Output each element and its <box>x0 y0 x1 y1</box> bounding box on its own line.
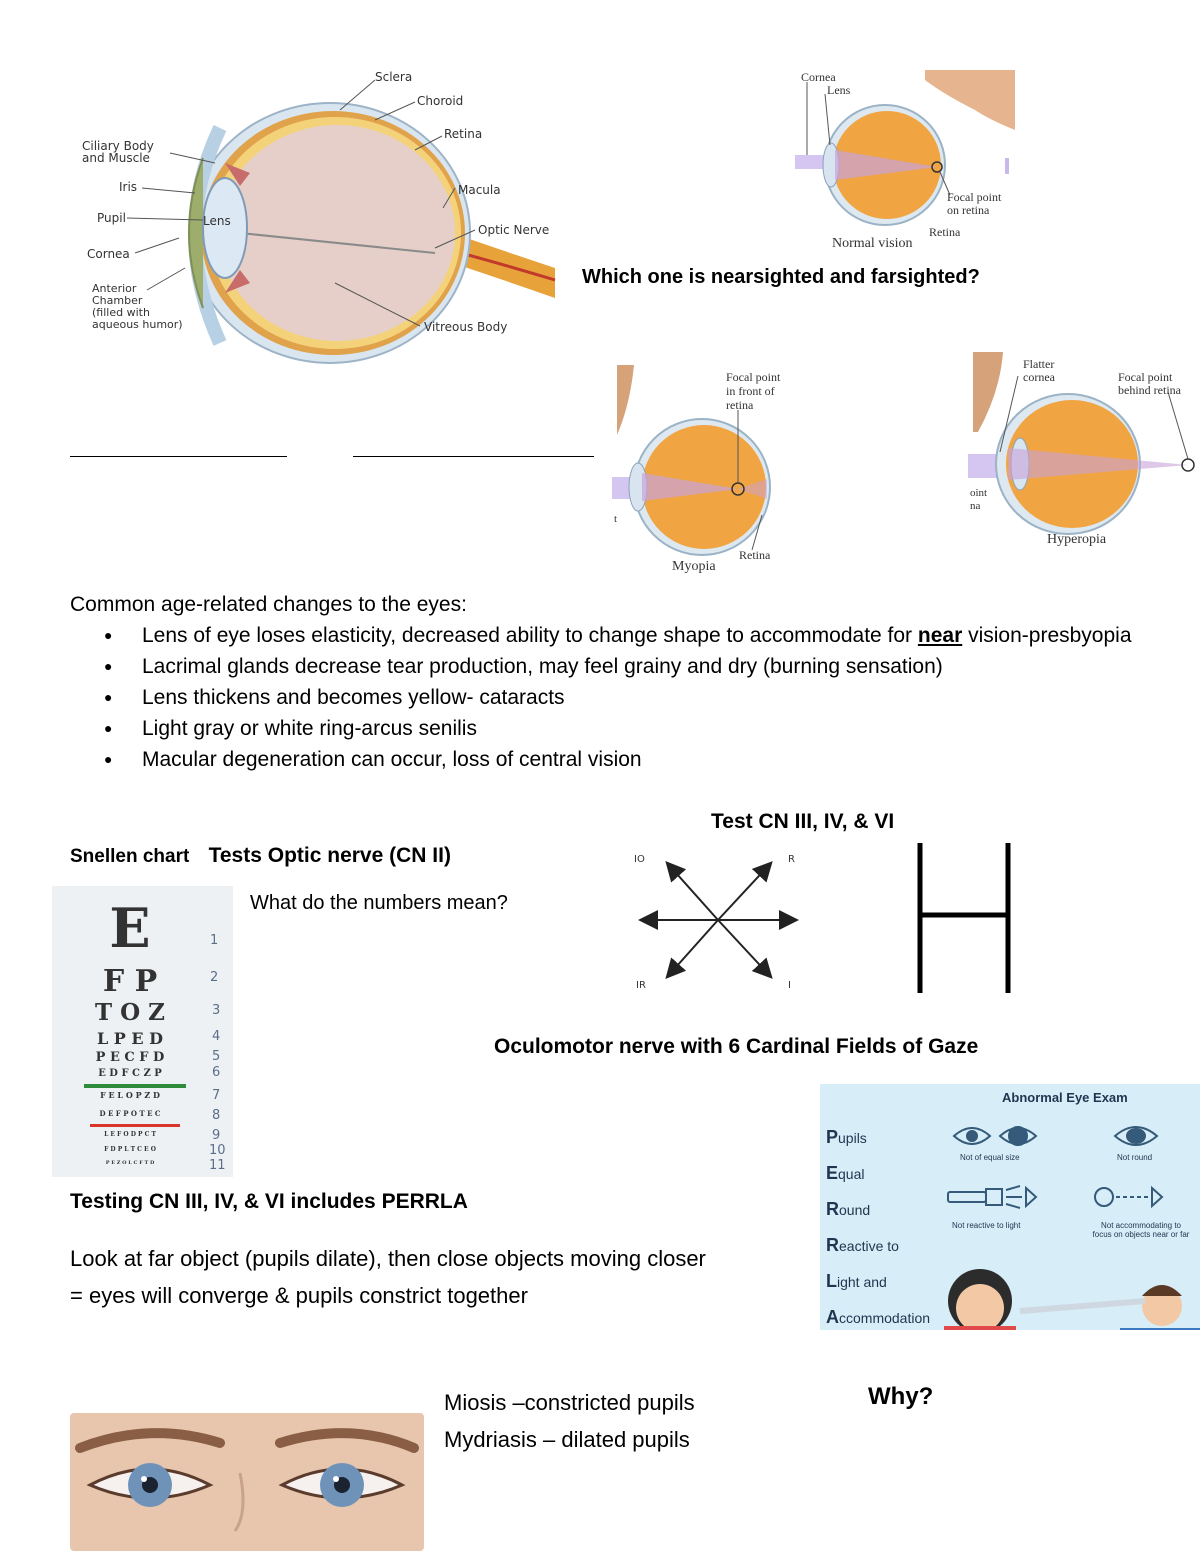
perrla-rest: ccommodation <box>839 1310 931 1326</box>
label-pupil: Pupil <box>97 211 126 225</box>
h-pattern-illustration <box>914 843 1014 995</box>
snellen-green-line <box>84 1084 186 1088</box>
question-nearsighted-farsighted: Which one is nearsighted and farsighted? <box>582 266 980 288</box>
normal-vision-diagram <box>795 70 1015 255</box>
snellen-row-5: P E C F D <box>95 1050 165 1065</box>
focal-line2: on retina <box>947 203 990 217</box>
hyperopia-caption: Hyperopia <box>1047 532 1107 547</box>
snellen-row-6: E D F C Z P <box>98 1068 162 1079</box>
snellen-row-3: T O Z <box>95 999 165 1026</box>
perrla-explanation <box>70 1240 706 1314</box>
label-ir: IR <box>636 980 646 991</box>
perrla-initial: E <box>826 1163 839 1183</box>
oculomotor-heading: Oculomotor nerve with 6 Cardinal Fields of Gaze <box>494 1035 979 1058</box>
snellen-number: 11 <box>209 1158 226 1173</box>
list-item: ● Light gray or white ring-arcus senilis <box>70 713 1192 744</box>
label-anterior-line2: Chamber <box>92 294 143 307</box>
answer-blank-2[interactable] <box>353 456 594 457</box>
label-focal-point-behind <box>1118 371 1181 397</box>
age-changes-list <box>70 620 1192 775</box>
label-retina: Retina <box>929 225 961 239</box>
perrla-rest: eactive to <box>839 1238 899 1254</box>
label-ciliary-body-line1: Ciliary Body <box>82 139 154 153</box>
caption-not-reactive: Not reactive to light <box>952 1221 1021 1230</box>
label-anterior-line1: Anterior <box>92 282 137 295</box>
perrla-initial: P <box>826 1127 839 1147</box>
list-item <box>70 620 1192 651</box>
snellen-row-10: F D P L T C E O <box>104 1146 156 1153</box>
myopia-focal-line1: Focal point <box>726 370 781 384</box>
label-retina: Retina <box>444 127 483 141</box>
h-pattern-diagram <box>914 843 1014 995</box>
label-optic-nerve: Optic Nerve <box>478 223 550 237</box>
caption-accom-line1: Not accommodating to <box>1100 1221 1182 1230</box>
label-vitreous-body: Vitreous Body <box>424 320 508 334</box>
snellen-row-9: L E F O D P C T <box>104 1131 156 1138</box>
perrla-rest: ight and <box>837 1274 887 1290</box>
label-ciliary-body <box>82 140 154 164</box>
snellen-row-1: E <box>109 896 151 960</box>
hyperopia-diagram <box>968 352 1200 552</box>
perrla-card <box>820 1084 1200 1330</box>
label-cornea: Cornea <box>801 70 836 84</box>
perrla-word <box>826 1300 930 1330</box>
list-item: ● Macular degeneration can occur, loss of central vision <box>70 744 1192 775</box>
age-changes-heading: Common age-related changes to the eyes: <box>70 593 467 616</box>
hyperopia-focal-line2: behind retina <box>1118 383 1181 397</box>
caption-not-equal-size: Not of equal size <box>960 1153 1020 1162</box>
perrla-card-title: Abnormal Eye Exam <box>1002 1090 1128 1105</box>
eyes-photo <box>70 1413 424 1551</box>
perrla-acronym <box>826 1120 930 1330</box>
label-r: R <box>788 854 795 865</box>
snellen-row-8: D E F P O T E C <box>99 1109 161 1118</box>
eye-anatomy-diagram <box>75 68 575 368</box>
answer-blank-1[interactable] <box>70 456 287 457</box>
perrla-line2: = eyes will converge & pupils constrict together <box>70 1283 528 1308</box>
snellen-title-text: Snellen chart <box>70 846 190 867</box>
label-cornea: Cornea <box>87 247 130 261</box>
caption-not-accommodating <box>1082 1221 1200 1239</box>
list-item: ● Lens thickens and becomes yellow- cataracts <box>70 682 1192 713</box>
item1-text-end: vision-presbyopia <box>962 624 1132 647</box>
perrla-word <box>826 1264 930 1300</box>
hyperopia-focal-line1: Focal point <box>1118 370 1173 384</box>
snellen-subtitle: Tests Optic nerve (CN II) <box>208 844 451 867</box>
hyperopia-edge-line2: na <box>970 500 981 512</box>
mydriasis-definition: Mydriasis – dilated pupils <box>444 1427 690 1452</box>
snellen-number: 8 <box>212 1108 221 1123</box>
perrla-heading: Testing CN III, IV, & VI includes PERRLA <box>70 1190 468 1213</box>
myopia-caption: Myopia <box>672 559 716 574</box>
perrla-word <box>826 1228 930 1264</box>
caption-not-round: Not round <box>1117 1153 1153 1162</box>
snellen-title <box>70 844 451 868</box>
label-anterior-line4: aqueous humor) <box>92 318 183 331</box>
label-macula: Macula <box>458 183 501 197</box>
why-question: Why? <box>868 1383 934 1410</box>
myopia-edge-text: t <box>614 513 618 525</box>
label-retina: Retina <box>739 548 771 562</box>
label-i: I <box>788 980 791 991</box>
snellen-number: 10 <box>209 1143 226 1158</box>
snellen-question: What do the numbers mean? <box>250 892 508 914</box>
list-item: ● Lacrimal glands decrease tear production, may feel grainy and dry (burning sensation) <box>70 651 1192 682</box>
perrla-word <box>826 1120 930 1156</box>
snellen-row-7: F E L O P Z D <box>100 1090 160 1100</box>
hyperopia-edge-line1: oint <box>970 487 988 499</box>
snellen-number: 5 <box>212 1049 221 1064</box>
snellen-number: 7 <box>212 1088 221 1103</box>
label-anterior-line3: (filled with <box>92 306 150 319</box>
perrla-initial: A <box>826 1307 839 1327</box>
label-anterior-chamber <box>92 283 183 331</box>
snellen-number: 9 <box>212 1128 221 1143</box>
normal-vision-caption: Normal vision <box>832 236 913 251</box>
label-sclera: Sclera <box>375 70 413 84</box>
flatter-line2: cornea <box>1023 370 1055 384</box>
gaze-arrows-illustration <box>630 848 810 993</box>
snellen-chart <box>52 886 233 1177</box>
label-choroid: Choroid <box>417 94 464 108</box>
label-flatter-cornea <box>1023 358 1055 384</box>
label-lens: Lens <box>827 83 851 97</box>
perrla-word <box>826 1156 930 1192</box>
perrla-initial: R <box>826 1235 839 1255</box>
gaze-directions-diagram <box>630 848 810 993</box>
label-focal-point-on-retina <box>947 191 1001 217</box>
flatter-line1: Flatter <box>1023 357 1055 371</box>
test-cn-heading: Test CN III, IV, & VI <box>711 810 895 833</box>
hyperopia-edge-text <box>970 487 987 513</box>
pupil-definitions <box>444 1384 695 1458</box>
snellen-row-11: P E Z O L C F T D <box>105 1160 155 1166</box>
item1-text: Lens of eye loses elasticity, decreased ability to change shape to accommodate for <box>142 624 918 647</box>
label-lens: Lens <box>203 214 231 228</box>
label-iris: Iris <box>119 180 138 194</box>
snellen-row-2: F P <box>102 964 158 999</box>
snellen-number: 1 <box>210 933 219 948</box>
snellen-number: 4 <box>212 1029 221 1044</box>
snellen-red-line <box>90 1124 180 1127</box>
snellen-number: 6 <box>212 1065 221 1080</box>
perrla-word <box>826 1192 930 1228</box>
myopia-focal-line3: retina <box>726 398 754 412</box>
myopia-diagram <box>612 365 802 580</box>
perrla-rest: qual <box>838 1166 865 1182</box>
myopia-focal-line2: in front of <box>726 384 775 398</box>
miosis-definition: Miosis –constricted pupils <box>444 1390 695 1415</box>
perrla-rest: ound <box>839 1202 871 1218</box>
caption-accom-line2: focus on objects near or far <box>1092 1230 1190 1239</box>
snellen-number: 2 <box>210 970 219 985</box>
snellen-row-4: L P E D <box>96 1029 164 1048</box>
perrla-initial: L <box>826 1271 837 1291</box>
perrla-initial: R <box>826 1199 839 1219</box>
eyes-photo-illustration <box>70 1413 424 1551</box>
label-focal-point-in-front <box>726 370 780 412</box>
label-io: IO <box>634 854 645 865</box>
focal-line1: Focal point <box>947 190 1002 204</box>
label-ciliary-body-line2: and Muscle <box>82 151 150 165</box>
perrla-line1: Look at far object (pupils dilate), then close objects moving closer <box>70 1246 706 1271</box>
perrla-rest: upils <box>838 1130 867 1146</box>
snellen-number: 3 <box>212 1003 221 1018</box>
item1-emphasis: near <box>917 624 963 647</box>
